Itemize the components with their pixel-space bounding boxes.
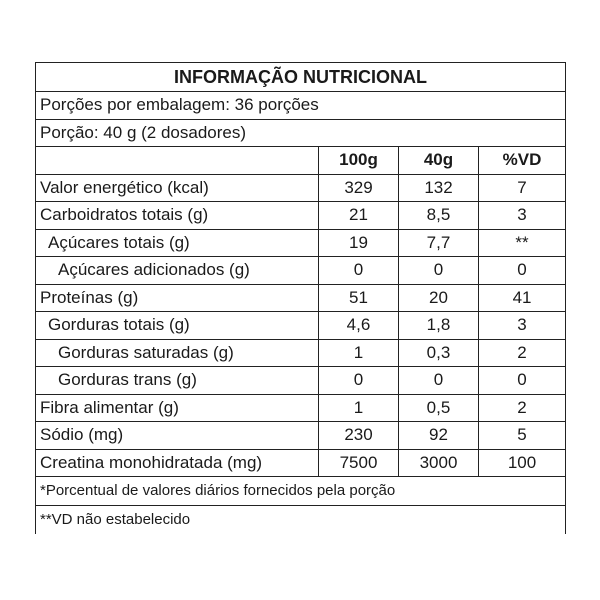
table-row	[36, 174, 566, 202]
column-header-row	[36, 147, 566, 175]
value-100g: 51	[319, 284, 399, 312]
nutrient-name: Açúcares totais (g)	[36, 229, 319, 257]
value-100g: 4,6	[319, 312, 399, 340]
nutrient-name: Sódio (mg)	[36, 422, 319, 450]
nutrient-name: Açúcares adicionados (g)	[36, 257, 319, 285]
table-row	[36, 284, 566, 312]
nutrient-name: Proteínas (g)	[36, 284, 319, 312]
value-40g: 7,7	[399, 229, 479, 257]
footnote-row-2	[36, 506, 566, 535]
nutrient-name: Gorduras saturadas (g)	[36, 339, 319, 367]
serving-size: Porção: 40 g (2 dosadores)	[36, 119, 566, 147]
column-header-40g: 40g	[399, 147, 479, 175]
value-percent-vd: 3	[479, 202, 566, 230]
value-percent-vd: 3	[479, 312, 566, 340]
title-row	[36, 63, 566, 92]
value-100g: 1	[319, 339, 399, 367]
value-percent-vd: 0	[479, 257, 566, 285]
value-100g: 21	[319, 202, 399, 230]
value-percent-vd: 41	[479, 284, 566, 312]
footnote-vd-not-established: **VD não estabelecido	[36, 506, 566, 535]
nutrient-rows	[36, 174, 566, 477]
value-40g: 0	[399, 257, 479, 285]
value-100g: 19	[319, 229, 399, 257]
nutrition-facts-table	[35, 62, 566, 534]
value-percent-vd: 2	[479, 394, 566, 422]
nutrient-name: Gorduras trans (g)	[36, 367, 319, 395]
value-percent-vd: 5	[479, 422, 566, 450]
value-100g: 329	[319, 174, 399, 202]
value-40g: 92	[399, 422, 479, 450]
value-percent-vd: 2	[479, 339, 566, 367]
value-40g: 20	[399, 284, 479, 312]
table-row	[36, 229, 566, 257]
nutrient-name: Carboidratos totais (g)	[36, 202, 319, 230]
footnote-vd-explanation: *Porcentual de valores diários fornecidos pela porção	[36, 477, 566, 506]
servings-per-package: Porções por embalagem: 36 porções	[36, 92, 566, 120]
value-percent-vd: 7	[479, 174, 566, 202]
value-100g: 230	[319, 422, 399, 450]
value-100g: 7500	[319, 449, 399, 477]
value-100g: 1	[319, 394, 399, 422]
value-40g: 1,8	[399, 312, 479, 340]
table-title: INFORMAÇÃO NUTRICIONAL	[36, 63, 566, 92]
servings-row	[36, 92, 566, 120]
nutrient-name: Creatina monohidratada (mg)	[36, 449, 319, 477]
table-row	[36, 367, 566, 395]
value-40g: 3000	[399, 449, 479, 477]
nutrient-name: Fibra alimentar (g)	[36, 394, 319, 422]
value-percent-vd: 0	[479, 367, 566, 395]
table-row	[36, 312, 566, 340]
value-100g: 0	[319, 367, 399, 395]
value-40g: 8,5	[399, 202, 479, 230]
column-header-vd: %VD	[479, 147, 566, 175]
table-row	[36, 422, 566, 450]
serving-size-row	[36, 119, 566, 147]
table-row	[36, 394, 566, 422]
value-40g: 132	[399, 174, 479, 202]
value-40g: 0,5	[399, 394, 479, 422]
table-row	[36, 339, 566, 367]
table-row	[36, 257, 566, 285]
nutrient-name: Valor energético (kcal)	[36, 174, 319, 202]
table-row	[36, 449, 566, 477]
nutrient-name: Gorduras totais (g)	[36, 312, 319, 340]
table-row	[36, 202, 566, 230]
value-percent-vd: **	[479, 229, 566, 257]
value-40g: 0,3	[399, 339, 479, 367]
column-header-100g: 100g	[319, 147, 399, 175]
value-percent-vd: 100	[479, 449, 566, 477]
footnote-row-1	[36, 477, 566, 506]
value-40g: 0	[399, 367, 479, 395]
value-100g: 0	[319, 257, 399, 285]
column-header-blank	[36, 147, 319, 175]
